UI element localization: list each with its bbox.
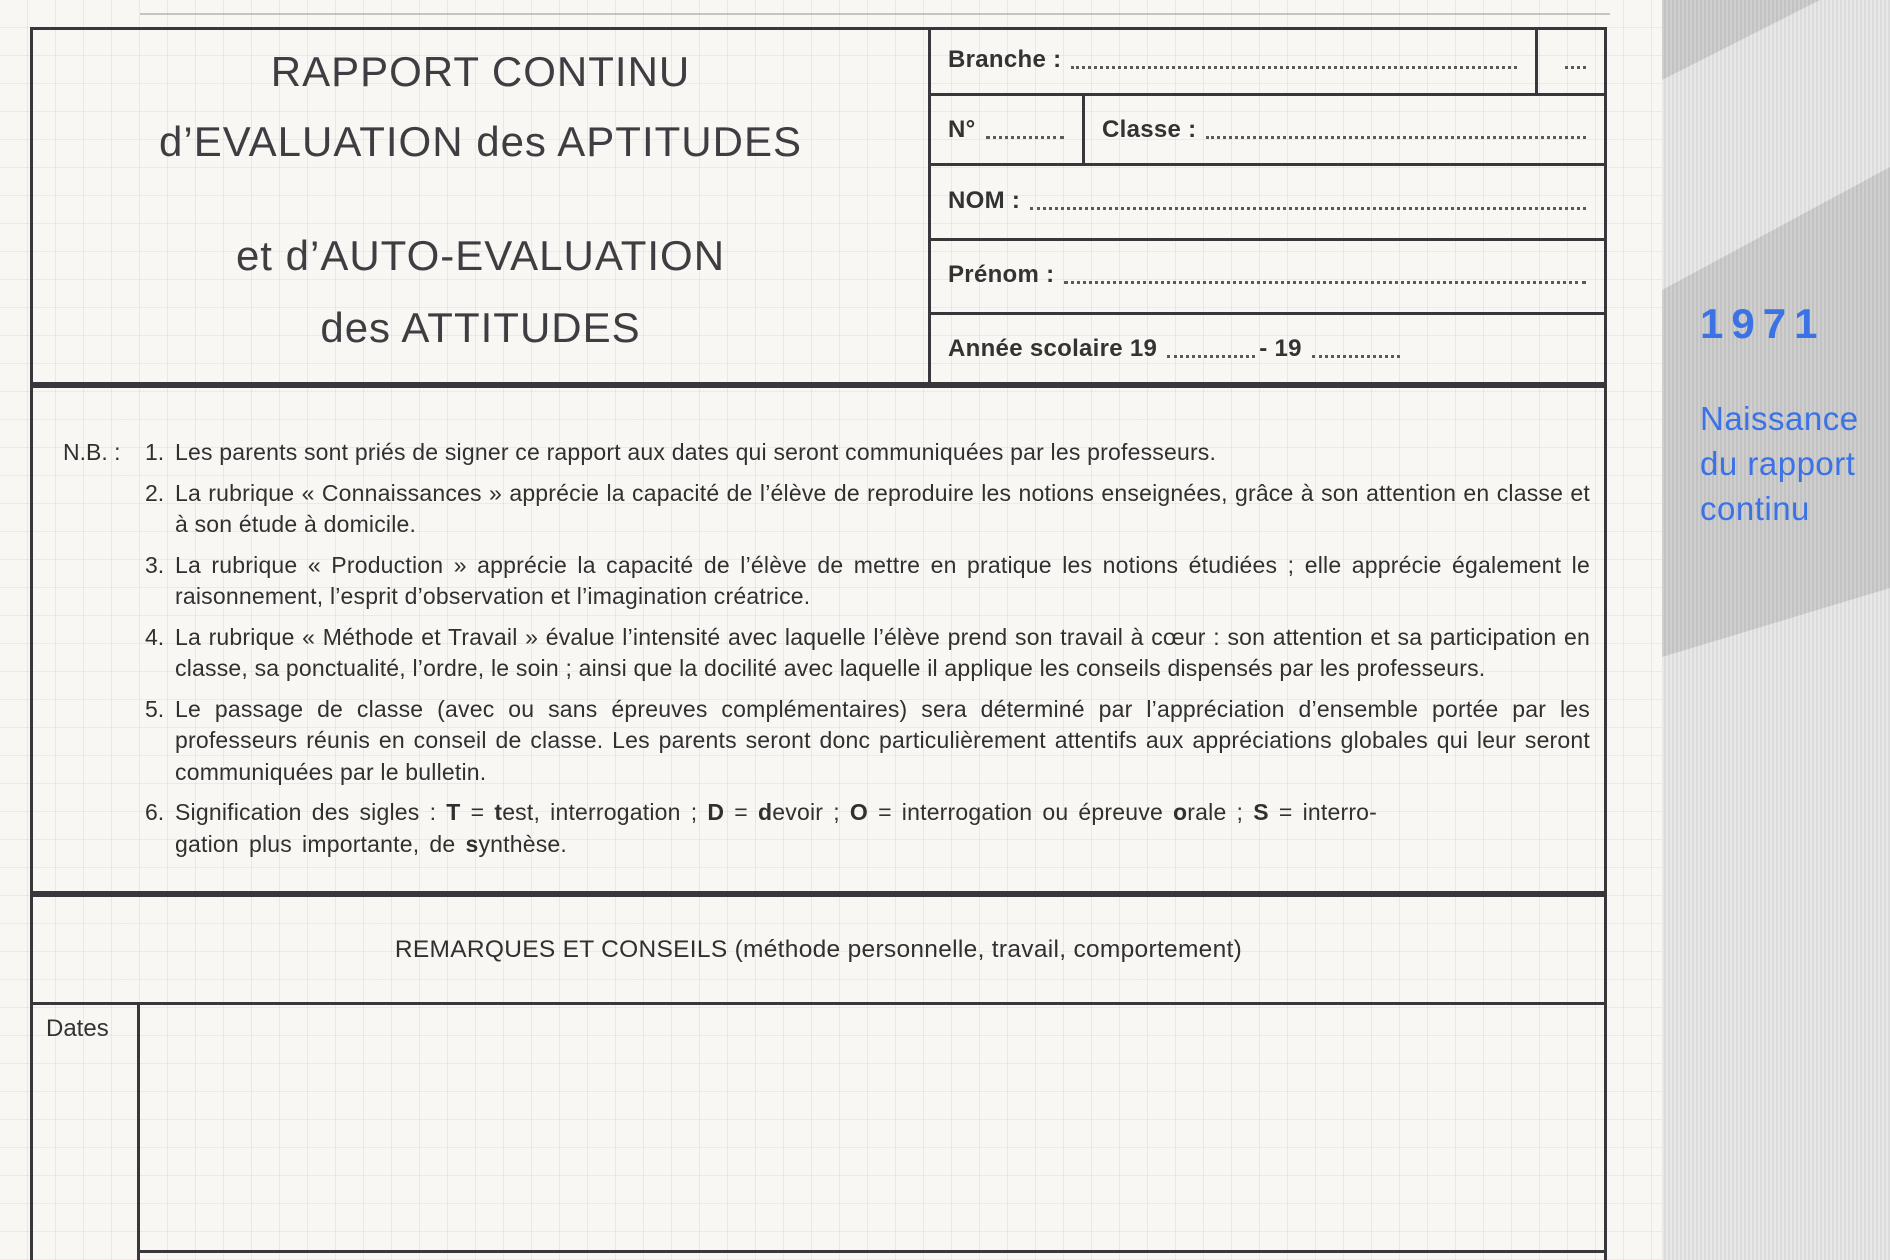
- field-row-nom: [931, 166, 1604, 235]
- nom-dotted-line: [1030, 206, 1586, 210]
- archive-sidebar-band: [1662, 0, 1890, 1260]
- dates-label: Dates: [46, 1015, 109, 1042]
- prenom-label: Prénom :: [948, 261, 1055, 288]
- prenom-dotted-line: [1064, 280, 1586, 284]
- branche-label: Branche :: [948, 46, 1062, 73]
- nb-item-1-text: Les parents sont priés de signer ce rapport aux dates qui seront communiquées par les professeurs.: [175, 439, 1217, 465]
- field-row-no: [931, 96, 1082, 163]
- scan-edge-artifact: [140, 13, 1610, 15]
- classe-dotted-line: [1206, 135, 1586, 139]
- annee-dotted-line-1: [1167, 354, 1255, 358]
- nb-list: [63, 437, 1590, 869]
- form-title-line-2: d’EVALUATION des APTITUDES: [159, 118, 802, 165]
- nom-label: NOM :: [948, 186, 1021, 214]
- form-title-line-1: RAPPORT CONTINU: [270, 48, 691, 95]
- no-dotted-line: [986, 135, 1064, 139]
- nb-item-5: 5. Le passage de classe (avec ou sans épreuves complémentaires) sera déterminé par l’appréciation d’ensemble portée par les professeurs réunis en conseil de classe. Les parents seront donc particulièrement attentifs aux appréciations globales qui leur seront communiquées par le bulletin.: [63, 694, 1590, 789]
- nb-item-3: 3. La rubrique « Production » apprécie la capacité de l’élève de mettre en pratique les notions étudiées ; elle apprécie également le raisonnement, l’esprit d’observation et l’imagination créatrice.: [63, 550, 1590, 613]
- branche-dotted-line: [1071, 65, 1517, 69]
- nb-item-4: 4. La rubrique « Méthode et Travail » évalue l’intensité avec laquelle l’élève prend son travail à cœur : son attention et sa participation en classe, sa ponctualité, l’ordre, le soin ; ainsi que la docilité avec laquelle il applique les conseils dispensés par les professeurs.: [63, 622, 1590, 685]
- remarks-title: REMARQUES ET CONSEILS (méthode personnelle, travail, comportement): [394, 935, 1243, 963]
- dates-left-border: [30, 1005, 33, 1260]
- form-title-line-3: et d’AUTO-EVALUATION: [235, 232, 726, 279]
- sidebar-caption-line-2: du rapport: [1700, 445, 1856, 482]
- nb-item-1: N.B. : 1. Les parents sont priés de signer ce rapport aux dates qui seront communiquées par les professeurs.: [63, 437, 1590, 469]
- dates-row-divider: [137, 1250, 1607, 1253]
- annee-dotted-line-2: [1312, 354, 1400, 358]
- nb-label: N.B. :: [63, 439, 121, 465]
- sidebar-caption: [1700, 396, 1859, 531]
- dates-right-border: [1604, 1005, 1607, 1260]
- band-dark-stripe-middle: [1662, 0, 1890, 1260]
- annee-separator: - 19: [1259, 334, 1302, 362]
- nb-item-5-text: Le passage de classe (avec ou sans épreuves complémentaires) sera déterminé par l’appréciation d’ensemble portée par les professeurs réunis en conseil de classe. Les parents seront donc particulièrement attentifs aux appréciations globales qui leur seront communiquées par le bulletin.: [175, 695, 1590, 785]
- annee-label: Année scolaire 19: [948, 334, 1158, 362]
- field-row-annee: [931, 315, 1604, 382]
- field-row-branche: [931, 27, 1535, 93]
- no-label: N°: [948, 115, 976, 143]
- sidebar-year: 1971: [1700, 300, 1826, 347]
- corner-dotted-line: [1565, 65, 1586, 69]
- nb-item-2-text: La rubrique « Connaissances » apprécie la capacité de l’élève de reproduire les notions enseignées, grâce à son attention en classe et à son étude à domicile.: [175, 479, 1590, 537]
- branche-corner-box: [1538, 27, 1604, 93]
- field-row-classe: [1085, 96, 1604, 163]
- nb-item-3-text: La rubrique « Production » apprécie la capacité de l’élève de mettre en pratique les notions étudiées ; elle apprécie également le raisonnement, l’esprit d’observation et l’imagination créatrice.: [175, 551, 1590, 609]
- nb-item-2: 2. La rubrique « Connaissances » apprécie la capacité de l’élève de reproduire les notions enseignées, grâce à son attention en classe et à son étude à domicile.: [63, 478, 1590, 541]
- nb-item-6-text: Signification des sigles : T = test, interrogation ; D = devoir ; O = interrogation ou épreuve orale ; S = interro- gation plus importante, de synthèse.: [175, 799, 1378, 857]
- dates-column-divider: [137, 1005, 140, 1260]
- classe-label: Classe :: [1102, 115, 1197, 143]
- sidebar-caption-line-1: Naissance: [1700, 400, 1859, 437]
- sidebar-caption-line-3: continu: [1700, 490, 1810, 527]
- nb-item-4-text: La rubrique « Méthode et Travail » évalue l’intensité avec laquelle l’élève prend son travail à cœur : son attention et sa participation en classe, sa ponctualité, l’ordre, le soin ; ainsi que la docilité avec laquelle il applique les conseils dispensés par les professeurs.: [175, 623, 1590, 681]
- form-title-line-4: des ATTITUDES: [320, 304, 641, 351]
- field-row-prenom: [931, 241, 1604, 309]
- nb-item-6: 6. Signification des sigles : T = test, interrogation ; D = devoir ; O = interrogation ou épreuve orale ; S = interro- gation plus importante, de synthèse.: [63, 797, 1590, 860]
